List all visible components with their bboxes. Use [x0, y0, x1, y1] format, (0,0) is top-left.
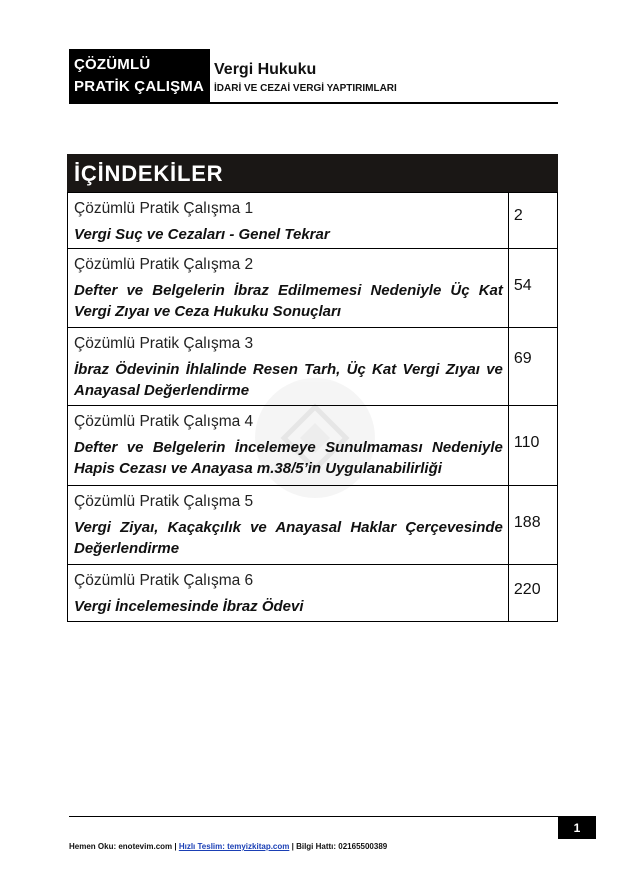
toc-row-page[interactable]: 69 [508, 328, 557, 406]
toc-row-label: Çözümlü Pratik Çalışma 3 [74, 335, 254, 352]
toc-row[interactable] [68, 193, 558, 249]
toc-row-title[interactable]: Defter ve Belgelerin İbraz Edilmemesi Nedeniyle Üç Kat Vergi Zıyaı ve Ceza Hukuku Sonuçları [74, 282, 503, 320]
toc-heading-bar [67, 154, 558, 192]
toc-row-page[interactable]: 2 [508, 193, 557, 249]
header-titles [210, 49, 558, 103]
toc-row[interactable] [68, 565, 558, 622]
header-divider [69, 102, 558, 104]
toc-table [67, 192, 558, 622]
toc-row-title[interactable]: Defter ve Belgelerin İncelemeye Sunulmaması Nedeniyle Hapis Cezası ve Anayasa m.38/5’in Uygulanabilirliği [74, 439, 503, 477]
toc-row-page[interactable]: 54 [508, 249, 557, 328]
header-title: Vergi Hukuku [214, 61, 317, 78]
toc-row[interactable] [68, 486, 558, 565]
toc-row-title[interactable]: Vergi Suç ve Cezaları - Genel Tekrar [74, 226, 330, 243]
header-subtitle: İDARİ VE CEZAİ VERGİ YAPTIRIMLARI [214, 83, 397, 94]
toc-row-title[interactable]: Vergi İncelemesinde İbraz Ödevi [74, 598, 304, 615]
toc-row-label: Çözümlü Pratik Çalışma 5 [74, 493, 254, 510]
toc-row-title[interactable]: Vergi Ziyaı, Kaçakçılık ve Anayasal Haklar Çerçevesinde Değerlendirme [74, 519, 503, 557]
header-badge-line1: ÇÖZÜMLÜ [74, 56, 151, 73]
footer-separator: | [172, 842, 179, 851]
header-badge [69, 49, 210, 103]
toc-row-label: Çözümlü Pratik Çalışma 1 [74, 200, 254, 217]
footer-link-temyizkitap[interactable]: Hızlı Teslim: temyizkitap.com [178, 842, 290, 851]
toc-row[interactable] [68, 406, 558, 486]
toc-row-page[interactable]: 110 [508, 406, 557, 486]
footer-link-enotevim[interactable]: Hemen Oku: enotevim.com [69, 842, 173, 851]
toc-row-title[interactable]: İbraz Ödevinin İhlalinde Resen Tarh, Üç Kat Vergi Zıyaı ve Anayasal Değerlendirme [74, 361, 503, 399]
footer-phone: Bilgi Hattı: 02165500389 [296, 842, 388, 851]
toc-row-label: Çözümlü Pratik Çalışma 2 [74, 256, 254, 273]
page-number: 1 [558, 817, 596, 839]
toc-row-label: Çözümlü Pratik Çalışma 6 [74, 572, 254, 589]
toc-row[interactable] [68, 328, 558, 406]
toc-row[interactable] [68, 249, 558, 328]
footer-separator: | [289, 842, 297, 851]
toc-row-page[interactable]: 188 [508, 486, 557, 565]
toc-heading: İÇİNDEKİLER [74, 161, 224, 186]
toc-row-label: Çözümlü Pratik Çalışma 4 [74, 413, 254, 430]
footer-divider [69, 816, 596, 817]
toc-row-page[interactable]: 220 [508, 565, 557, 622]
footer-text [69, 842, 387, 851]
header-badge-line2: PRATİK ÇALIŞMA [74, 78, 205, 95]
